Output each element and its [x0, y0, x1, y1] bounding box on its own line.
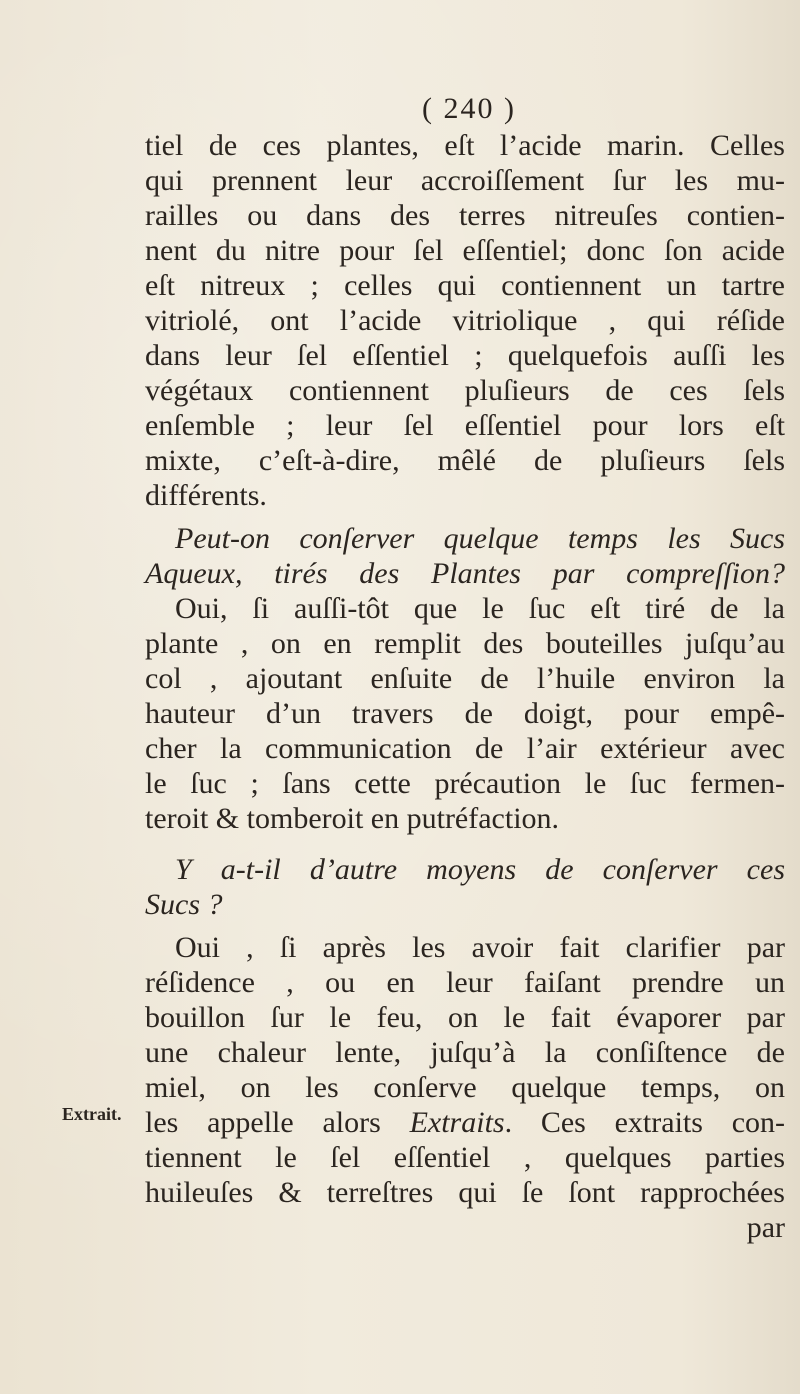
text-line: railles ou dans des terres nitreuſes contien-: [145, 199, 785, 232]
answer-line: huileuſes & terreſtres qui ſe ſont rapprochées: [145, 1176, 785, 1209]
answer-line: Oui, ſi auſſi-tôt que le ſuc eſt tiré de la: [175, 592, 785, 625]
question-line: Sucs ?: [145, 888, 223, 921]
answer-text: . Ces extraits con-: [504, 1106, 785, 1139]
text-line: nent du nitre pour ſel eſſentiel; donc ſon acide: [145, 234, 785, 267]
question-line: Peut-on conſerver quelque temps les Sucs: [175, 522, 785, 555]
text-line: différents.: [145, 479, 267, 512]
answer-line: miel, on les conſerve quelque temps, on: [145, 1071, 785, 1104]
answer-line: hauteur d’un travers de doigt, pour empê-: [145, 697, 785, 730]
term-extraits: Extraits: [409, 1106, 505, 1139]
answer-line-extraits: [145, 1105, 785, 1140]
answer-line: réſidence , ou en leur faiſant prendre un: [145, 966, 785, 999]
text-line: eſt nitreux ; celles qui contiennent un tartre: [145, 269, 785, 302]
text-line: végétaux contiennent pluſieurs de ces ſels: [145, 374, 785, 407]
text-line: tiel de ces plantes, eſt l’acide marin. Celles: [145, 129, 785, 162]
page-number: ( 240 ): [422, 92, 516, 125]
margin-note: Extrait.: [62, 1104, 122, 1124]
answer-line: teroit & tomberoit en putréfaction.: [145, 802, 560, 835]
answer-line: plante , on en remplit des bouteilles juſqu’au: [145, 627, 785, 660]
answer-line: cher la communication de l’air extérieur avec: [145, 732, 785, 765]
question-line: Aqueux, tirés des Plantes par compreſſion?: [145, 557, 785, 590]
question-line: Y a-t-il d’autre moyens de conſerver ces: [175, 853, 785, 886]
answer-line: bouillon ſur le feu, on le fait évaporer par: [145, 1001, 785, 1034]
text-line: enſemble ; leur ſel eſſentiel pour lors eſt: [145, 409, 785, 442]
text-line: mixte, c’eſt-à-dire, mêlé de pluſieurs ſels: [145, 444, 785, 477]
answer-line: le ſuc ; ſans cette précaution le ſuc fermen-: [145, 767, 785, 800]
catchword: par: [746, 1211, 785, 1244]
answer-line: col , ajoutant enſuite de l’huile environ la: [145, 662, 785, 695]
answer-line: Oui , ſi après les avoir fait clarifier par: [175, 931, 785, 964]
paragraph-essential-salt: [145, 128, 785, 513]
answer-line: tiennent le ſel eſſentiel , quelques parties: [145, 1141, 785, 1174]
section-other-means: [145, 852, 785, 1245]
answer-text: les appelle alors: [145, 1106, 410, 1139]
text-line: dans leur ſel eſſentiel ; quelquefois auſſi les: [145, 339, 785, 372]
answer-line: une chaleur lente, juſqu’à la conſiſtence de: [145, 1036, 785, 1069]
text-line: vitriolé, ont l’acide vitriolique , qui réſide: [145, 304, 785, 337]
section-preserving-juices: [145, 521, 785, 836]
text-line: qui prennent leur accroiſſement ſur les mu-: [145, 164, 785, 197]
